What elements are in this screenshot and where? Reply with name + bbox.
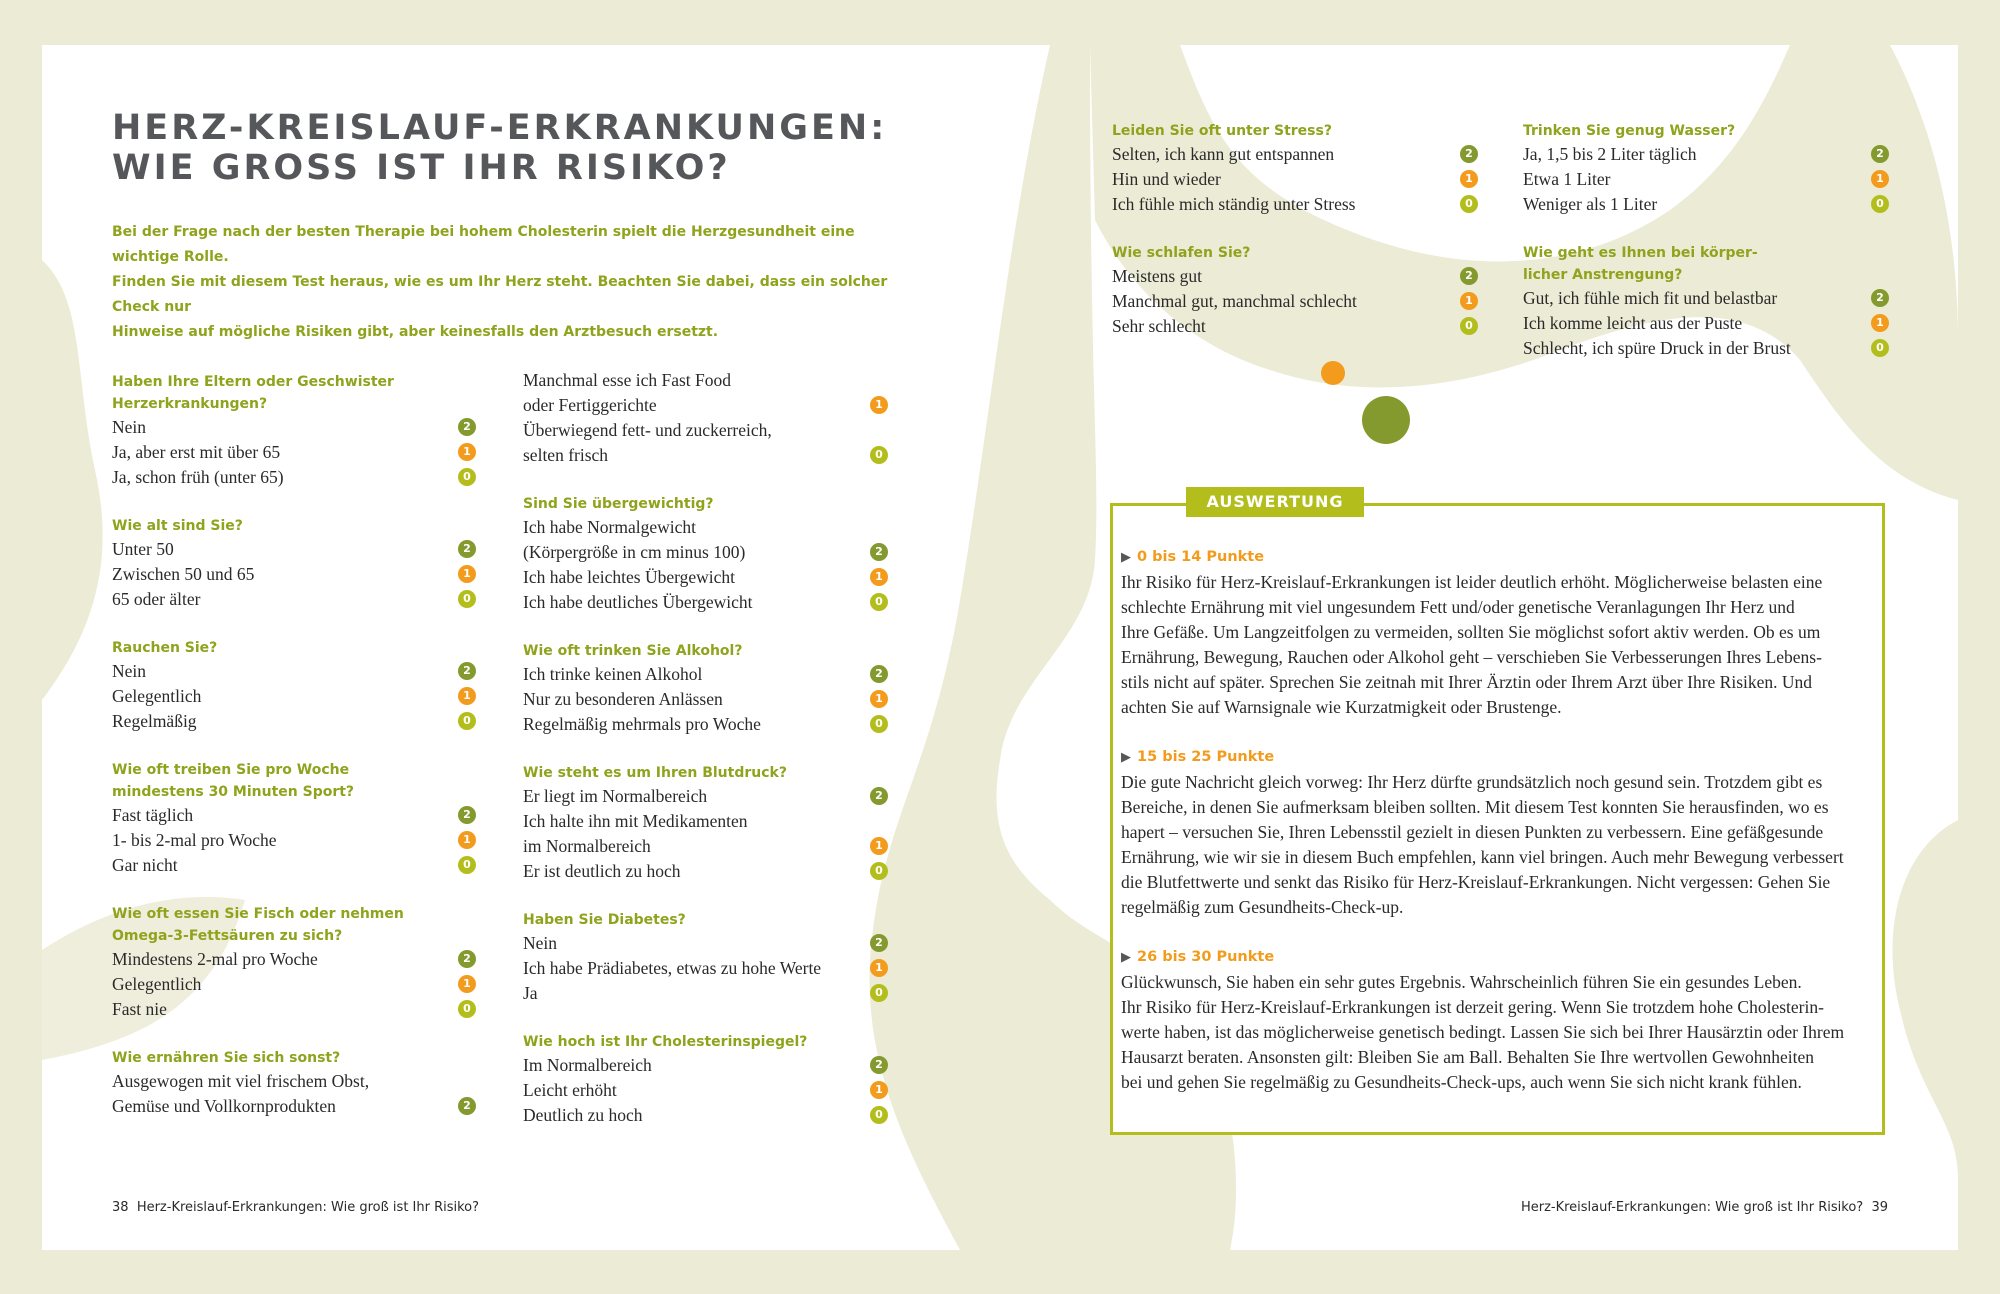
points-badge: 1 <box>1460 292 1478 310</box>
answer-option <box>1112 264 1478 289</box>
answer-text: Nein <box>112 661 147 681</box>
answer-option <box>523 1103 888 1128</box>
answer-option <box>523 662 888 687</box>
points-badge: 1 <box>1871 314 1889 332</box>
points-badge: 2 <box>1871 289 1889 307</box>
points-badge: 0 <box>458 856 476 874</box>
answer-option <box>112 587 476 612</box>
answer-text: Regelmäßig <box>112 711 197 731</box>
quiz-question <box>112 637 476 734</box>
points-badge: 0 <box>458 468 476 486</box>
answer-text: Gut, ich fühle mich fit und belastbar <box>1523 288 1778 308</box>
evaluation-section <box>1121 945 1871 1095</box>
answer-text: Ich habe deutliches Übergewicht <box>523 592 753 612</box>
answer-option <box>523 784 888 809</box>
answer-text: Er ist deutlich zu hoch <box>523 861 681 881</box>
points-badge: 1 <box>870 568 888 586</box>
points-badge: 0 <box>870 984 888 1002</box>
question-text: Wie steht es um Ihren Blutdruck? <box>523 765 787 781</box>
answer-text: Unter 50 <box>112 539 174 559</box>
answer-text: Fast nie <box>112 999 167 1019</box>
points-badge: 2 <box>1460 267 1478 285</box>
answer-option <box>523 515 888 565</box>
quiz-question <box>1112 242 1478 339</box>
answer-text: Ja, aber erst mit über 65 <box>112 442 281 462</box>
points-badge: 2 <box>458 662 476 680</box>
answer-option <box>1523 142 1889 167</box>
answer-text: Leicht erhöht <box>523 1080 617 1100</box>
points-badge: 1 <box>458 831 476 849</box>
answer-text: im Normalbereich <box>523 836 651 856</box>
quiz-question <box>523 762 888 884</box>
answer-option <box>1523 336 1889 361</box>
answer-option <box>1112 192 1478 217</box>
answer-option <box>1112 314 1478 339</box>
quiz-question <box>523 493 888 615</box>
answer-option <box>112 972 476 997</box>
answer-text: Er liegt im Normalbereich <box>523 786 708 806</box>
answer-option <box>523 931 888 956</box>
question-text: Wie geht es Ihnen bei körper- licher Anstrengung? <box>1523 245 1758 283</box>
answer-text: Sehr schlecht <box>1112 316 1206 336</box>
answer-option <box>112 803 476 828</box>
answer-text: Ich komme leicht aus der Puste <box>1523 313 1743 333</box>
quiz-question <box>1523 242 1889 361</box>
question-text: Haben Ihre Eltern oder Geschwister Herzerkrankungen? <box>112 374 394 412</box>
evaluation-section <box>1121 745 1871 920</box>
points-badge: 2 <box>870 543 888 561</box>
quiz-column-1 <box>112 371 476 1119</box>
answer-option <box>523 687 888 712</box>
points-badge: 2 <box>458 950 476 968</box>
quiz-question <box>112 1047 476 1119</box>
answer-text: Ausgewogen mit viel frischem Obst, <box>112 1071 370 1091</box>
answer-option <box>1523 311 1889 336</box>
points-badge: 1 <box>870 690 888 708</box>
quiz-column-2 <box>523 368 888 1128</box>
points-badge: 0 <box>1460 195 1478 213</box>
page-number: 39 <box>1871 1200 1888 1215</box>
points-badge: 0 <box>1460 317 1478 335</box>
points-badge: 1 <box>870 396 888 414</box>
points-badge: 2 <box>870 1056 888 1074</box>
answer-text: Ja, 1,5 bis 2 Liter täglich <box>1523 144 1697 164</box>
answer-text: Ich habe Normalgewicht <box>523 517 696 537</box>
quiz-question <box>523 368 888 468</box>
answer-option <box>112 562 476 587</box>
answer-text: Selten, ich kann gut entspannen <box>1112 144 1335 164</box>
running-title: Herz-Kreislauf-Erkrankungen: Wie groß ist Ihr Risiko? <box>136 1200 480 1215</box>
answer-text: Ich fühle mich ständig unter Stress <box>1112 194 1356 214</box>
points-badge: 1 <box>870 959 888 977</box>
points-badge: 0 <box>458 590 476 608</box>
answer-option <box>112 853 476 878</box>
points-badge: 0 <box>870 862 888 880</box>
points-badge: 0 <box>870 715 888 733</box>
question-text: Sind Sie übergewichtig? <box>523 496 714 512</box>
answer-option <box>112 537 476 562</box>
answer-option <box>523 859 888 884</box>
answer-option <box>523 418 888 468</box>
question-text: Wie alt sind Sie? <box>112 518 243 534</box>
answer-text: Schlecht, ich spüre Druck in der Brust <box>1523 338 1791 358</box>
quiz-question <box>523 640 888 737</box>
answer-text: Regelmäßig mehrmals pro Woche <box>523 714 761 734</box>
answer-text: Fast täglich <box>112 805 194 825</box>
question-text: Wie hoch ist Ihr Cholesterinspiegel? <box>523 1034 808 1050</box>
quiz-question <box>1112 120 1478 217</box>
question-text: Leiden Sie oft unter Stress? <box>1112 123 1332 139</box>
answer-text: Etwa 1 Liter <box>1523 169 1611 189</box>
answer-option <box>112 709 476 734</box>
answer-text: Gelegentlich <box>112 686 202 706</box>
answer-option <box>112 828 476 853</box>
answer-text: Im Normalbereich <box>523 1055 652 1075</box>
answer-option <box>1523 286 1889 311</box>
quiz-question <box>112 515 476 612</box>
answer-text: Manchmal gut, manchmal schlecht <box>1112 291 1357 311</box>
answer-text: Hin und wieder <box>1112 169 1221 189</box>
points-badge: 1 <box>1871 170 1889 188</box>
page-title: HERZ-KREISLAUF-ERKRANKUNGEN: WIE GROSS IST IHR RISIKO? <box>112 108 888 188</box>
question-text: Wie schlafen Sie? <box>1112 245 1251 261</box>
answer-option <box>112 684 476 709</box>
points-badge: 1 <box>458 687 476 705</box>
answer-option <box>1523 167 1889 192</box>
answer-text: Gelegentlich <box>112 974 202 994</box>
answer-text: Weniger als 1 Liter <box>1523 194 1658 214</box>
answer-text: Manchmal esse ich Fast Food <box>523 370 732 390</box>
answer-option <box>523 368 888 418</box>
answer-option <box>523 1078 888 1103</box>
points-badge: 2 <box>458 540 476 558</box>
points-badge: 0 <box>870 446 888 464</box>
points-badge: 2 <box>1460 145 1478 163</box>
answer-text: Gemüse und Vollkornprodukten <box>112 1096 336 1116</box>
points-badge: 1 <box>458 443 476 461</box>
answer-option <box>1112 167 1478 192</box>
triangle-icon: ▶ <box>1121 550 1131 565</box>
answer-option <box>112 659 476 684</box>
points-badge: 0 <box>1871 195 1889 213</box>
answer-option <box>112 947 476 972</box>
evaluation-heading: 26 bis 30 Punkte <box>1137 949 1275 965</box>
points-badge: 0 <box>458 712 476 730</box>
answer-text: Nur zu besonderen Anlässen <box>523 689 723 709</box>
points-badge: 1 <box>458 975 476 993</box>
answer-text: Nein <box>112 417 147 437</box>
points-badge: 1 <box>1460 170 1478 188</box>
answer-text: Ich habe leichtes Übergewicht <box>523 567 736 587</box>
answer-option <box>523 590 888 615</box>
answer-option <box>523 981 888 1006</box>
answer-text: Zwischen 50 und 65 <box>112 564 255 584</box>
answer-text: Ich halte ihn mit Medikamenten <box>523 811 748 831</box>
answer-text: Ja <box>523 983 538 1003</box>
question-text: Haben Sie Diabetes? <box>523 912 686 928</box>
quiz-question <box>523 1031 888 1128</box>
answer-option <box>112 1069 476 1119</box>
answer-option <box>523 712 888 737</box>
points-badge: 0 <box>870 593 888 611</box>
quiz-column-3 <box>1112 120 1478 339</box>
answer-option <box>112 997 476 1022</box>
triangle-icon: ▶ <box>1121 750 1131 765</box>
points-badge: 2 <box>870 665 888 683</box>
question-text: Rauchen Sie? <box>112 640 218 656</box>
points-badge: 0 <box>870 1106 888 1124</box>
question-text: Wie ernähren Sie sich sonst? <box>112 1050 341 1066</box>
answer-option <box>112 415 476 440</box>
points-badge: 2 <box>458 806 476 824</box>
evaluation-text: Glückwunsch, Sie haben ein sehr gutes Ergebnis. Wahrscheinlich führen Sie ein gesundes Leben. Ihr Risiko für Herz-Kreislauf-Erkrankungen ist derzeit gering. Wenn Sie trotzdem hohe Cholesterin- werte haben, ist das möglicherweise genetisch bedingt. Lassen Sie sich bei Ihrer Hausärztin oder Ihrem Hausarzt beraten. Ansonsten gilt: Bleiben Sie am Ball. Behalten Sie Ihre wertvollen Gewohnheiten bei und gehen Sie regelmäßig zu Gesundheits-Check-ups, auch wenn Sie sich nicht krank fühlen. <box>1121 972 1845 1092</box>
points-badge: 1 <box>870 837 888 855</box>
intro-text: Bei der Frage nach der besten Therapie bei hohem Cholesterin spielt die Herzgesundheit eine wichtige Rolle. Finden Sie mit diesem Test heraus, wie es um Ihr Herz steht. Beachten Sie dabei, dass ein solcher Check nur Hinweise auf mögliche Risiken gibt, aber keinesfalls den Arztbesuch ersetzt. <box>112 224 888 340</box>
answer-text: Deutlich zu hoch <box>523 1105 643 1125</box>
quiz-question <box>112 759 476 878</box>
quiz-question <box>1523 120 1889 217</box>
answer-option <box>1112 142 1478 167</box>
answer-option <box>523 956 888 981</box>
answer-text: Ich trinke keinen Alkohol <box>523 664 703 684</box>
answer-text: Überwiegend fett- und zuckerreich, <box>523 420 772 440</box>
question-text: Trinken Sie genug Wasser? <box>1523 123 1736 139</box>
footer-left <box>112 1200 479 1215</box>
answer-text: (Körpergröße in cm minus 100) <box>523 542 746 562</box>
answer-option <box>1112 289 1478 314</box>
points-badge: 2 <box>870 787 888 805</box>
points-badge: 2 <box>458 418 476 436</box>
quiz-column-4 <box>1523 120 1889 361</box>
points-badge: 2 <box>458 1097 476 1115</box>
question-text: Wie oft essen Sie Fisch oder nehmen Omega-3-Fettsäuren zu sich? <box>112 906 404 944</box>
answer-text: Ja, schon früh (unter 65) <box>112 467 284 487</box>
answer-text: selten frisch <box>523 445 609 465</box>
evaluation-text: Die gute Nachricht gleich vorweg: Ihr Herz dürfte grundsätzlich noch gesund sein. Trotzdem gibt es Bereiche, in denen Sie aufmerksam bleiben sollten. Mit diesem Test konnten Sie herausfinden, wo es hapert – versuchen Sie, Ihren Lebensstil gezielt in diesen Punkten zu verbessern. Eine gefäßgesunde Ernährung, wie wir sie in diesem Buch empfehlen, kann viel bringen. Auch mehr Bewegung verbessert die Blutfettwerte und senkt das Risiko für Herz-Kreislauf-Erkrankungen. Nicht vergessen: Gehen Sie regelmäßig zum Gesundheits-Check-up. <box>1121 772 1844 917</box>
triangle-icon: ▶ <box>1121 950 1131 965</box>
evaluation-text: Ihr Risiko für Herz-Kreislauf-Erkrankungen ist leider deutlich erhöht. Möglicherweise belasten eine schlechte Ernährung mit viel ungesundem Fett und/oder genetische Veranlagungen Ihr Herz und Ihre Gefäße. Um Langzeitfolgen zu vermeiden, sollten Sie möglichst sofort aktiv werden. Ob es um Ernährung, Bewegung, Rauchen oder Alkohol geht – verschieben Sie Verbesserungen Ihres Lebens- stils nicht auf später. Sprechen Sie zeitnah mit Ihrer Ärztin oder Ihrem Arzt über Ihre Risiken. Und achten Sie auf Warnsignale wie Kurzatmigkeit oder Brustenge. <box>1121 572 1823 717</box>
running-title: Herz-Kreislauf-Erkrankungen: Wie groß ist Ihr Risiko? <box>1520 1200 1864 1215</box>
answer-option <box>112 440 476 465</box>
points-badge: 2 <box>870 934 888 952</box>
answer-text: Mindestens 2-mal pro Woche <box>112 949 318 969</box>
evaluation-heading: 0 bis 14 Punkte <box>1137 549 1265 565</box>
answer-text: 65 oder älter <box>112 589 201 609</box>
answer-text: Ich habe Prädiabetes, etwas zu hohe Werte <box>523 958 822 978</box>
evaluation-section <box>1121 545 1871 720</box>
quiz-question <box>112 371 476 490</box>
quiz-question <box>112 903 476 1022</box>
answer-option <box>523 1053 888 1078</box>
quiz-question <box>523 909 888 1006</box>
footer-right <box>1521 1200 1888 1215</box>
page-number: 38 <box>112 1200 129 1215</box>
points-badge: 0 <box>458 1000 476 1018</box>
points-badge: 2 <box>1871 145 1889 163</box>
answer-text: Gar nicht <box>112 855 178 875</box>
answer-text: Meistens gut <box>1112 266 1202 286</box>
points-badge: 1 <box>870 1081 888 1099</box>
answer-text: oder Fertiggerichte <box>523 395 657 415</box>
answer-option <box>523 565 888 590</box>
question-text: Wie oft treiben Sie pro Woche mindestens 30 Minuten Sport? <box>112 762 355 800</box>
answer-option <box>112 465 476 490</box>
points-badge: 0 <box>1871 339 1889 357</box>
question-text: Wie oft trinken Sie Alkohol? <box>523 643 743 659</box>
evaluation-heading: 15 bis 25 Punkte <box>1137 749 1275 765</box>
answer-option <box>523 809 888 859</box>
evaluation-label: AUSWERTUNG <box>1186 487 1364 517</box>
answer-text: Nein <box>523 933 558 953</box>
points-badge: 1 <box>458 565 476 583</box>
answer-option <box>1523 192 1889 217</box>
answer-text: 1- bis 2-mal pro Woche <box>112 830 277 850</box>
